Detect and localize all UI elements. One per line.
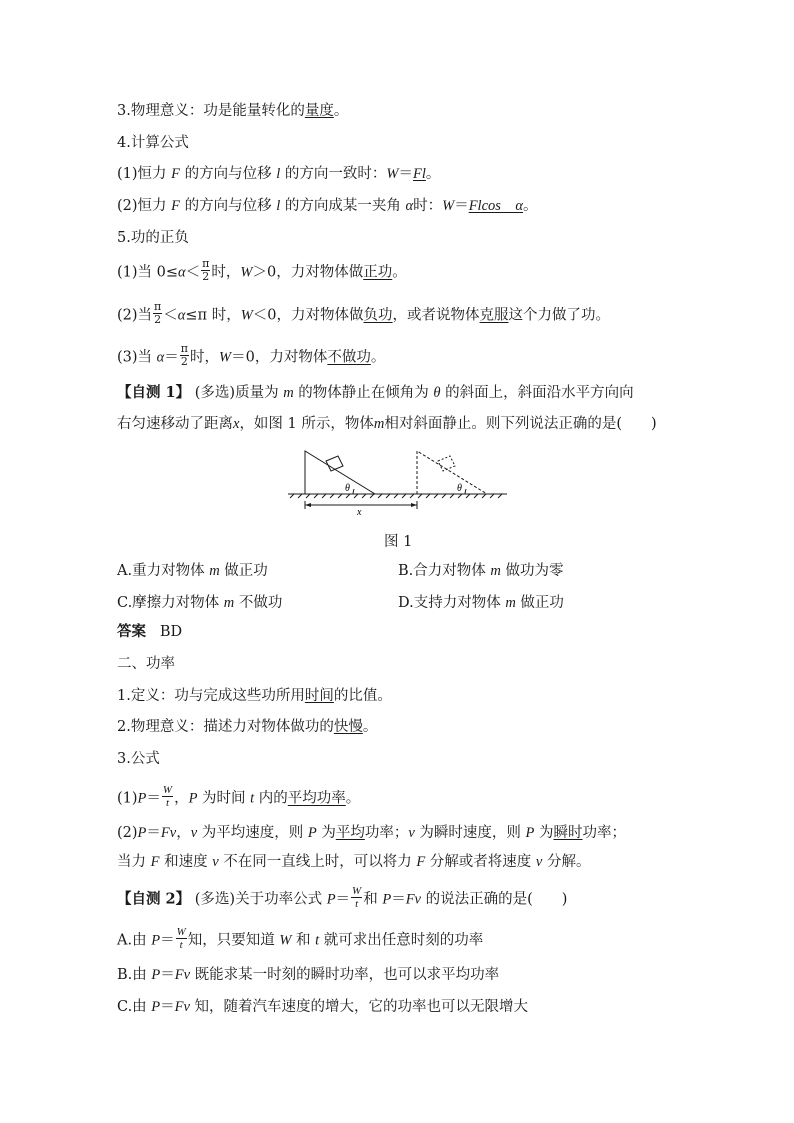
- text: 既能求某一时刻的瞬时功率，也可以求平均功率: [190, 967, 500, 983]
- text: ，或者说物体: [392, 307, 480, 324]
- text: 做功为零: [500, 563, 564, 579]
- symbol: v: [535, 854, 543, 870]
- text: 这个力做了功。: [508, 307, 611, 324]
- text: A.重力对物体: [117, 563, 210, 579]
- text: 时：: [413, 198, 443, 214]
- text: 。: [425, 166, 441, 182]
- symbol: m: [373, 416, 385, 432]
- symbol: Fv: [405, 891, 421, 908]
- text: ＝: [398, 166, 413, 182]
- symbol: v: [408, 825, 415, 841]
- text: ＝: [146, 825, 161, 841]
- symbol: m: [223, 595, 235, 611]
- figure-caption: 图 1: [384, 534, 413, 550]
- text: D.支持力对物体: [398, 595, 506, 611]
- line-power-formula-2: [117, 823, 626, 843]
- symbol: l: [276, 198, 281, 214]
- symbol: m: [505, 595, 516, 611]
- text: 不在同一直线上时，可以将力: [218, 854, 417, 870]
- question-tag: 【自测 2】: [117, 890, 191, 908]
- text: ＜: [163, 307, 178, 324]
- symbol: W: [240, 264, 253, 281]
- text: 3.物理意义：功是能量转化的: [117, 103, 305, 119]
- line-meaning: [117, 101, 348, 121]
- text: 分解。: [542, 854, 591, 870]
- symbol: P: [137, 790, 147, 807]
- text: (1)恒力: [117, 166, 172, 182]
- symbol: P: [307, 825, 317, 841]
- text: ＝: [160, 999, 175, 1015]
- numerator: π: [180, 342, 189, 355]
- symbol: Fv: [174, 999, 190, 1015]
- text: (3)当: [117, 349, 157, 366]
- text: 和: [291, 932, 316, 949]
- incline-figure: [285, 447, 510, 517]
- symbol: W: [240, 307, 253, 324]
- symbol: α: [178, 264, 186, 281]
- text: (多选)关于功率公式: [190, 891, 327, 908]
- text: 和: [363, 891, 383, 908]
- option-2b[interactable]: [117, 965, 499, 985]
- option-a[interactable]: [117, 559, 268, 580]
- line-power-formula-1: [117, 786, 360, 811]
- text: (多选)质量为: [190, 385, 284, 401]
- text: ＜: [185, 264, 201, 281]
- text: ，: [174, 790, 189, 807]
- option-b[interactable]: [398, 559, 563, 580]
- text: C.由: [117, 999, 152, 1015]
- text: 知，随着汽车速度的增大，它的功率也可以无限增大: [189, 999, 529, 1015]
- symbol: α: [177, 307, 186, 324]
- symbol: F: [150, 854, 160, 870]
- line-power-formula-3: [117, 852, 590, 872]
- text: 做正功: [515, 595, 564, 611]
- heading-formula: 4.计算公式: [117, 135, 189, 151]
- text: 时，: [211, 264, 241, 281]
- text: 的物体静止在倾角为: [293, 385, 434, 401]
- symbol: P: [151, 999, 161, 1015]
- text: 内的: [254, 790, 288, 807]
- symbol: W: [279, 932, 292, 949]
- heading-power-formula: 3.公式: [117, 751, 160, 767]
- option-2c[interactable]: [117, 997, 528, 1017]
- heading-sign: 5.功的正负: [117, 230, 189, 246]
- denominator: 2: [154, 313, 162, 326]
- text: 。: [345, 790, 361, 807]
- answer-value: BD: [159, 624, 183, 640]
- text: 。: [392, 264, 407, 281]
- line-sign-1: [117, 257, 407, 285]
- underlined-term: 负功: [363, 307, 393, 324]
- option-c[interactable]: [117, 591, 282, 612]
- fraction: [201, 258, 210, 283]
- line-formula-2: [117, 196, 538, 216]
- question-tag: 【自测 1】: [117, 384, 191, 401]
- question-1-line-1: [117, 383, 634, 403]
- symbol: x: [233, 416, 240, 432]
- underlined-term: 不做功: [327, 349, 371, 366]
- denominator: 2: [202, 270, 210, 283]
- option-2a[interactable]: [117, 928, 483, 953]
- text: 就可求出任意时刻的功率: [319, 932, 484, 949]
- fraction: [162, 784, 173, 809]
- text: 右匀速移动了距离: [117, 416, 233, 432]
- text: 。: [333, 103, 349, 119]
- text: 为: [316, 825, 336, 841]
- symbol: W: [386, 166, 399, 182]
- symbol: α: [156, 349, 165, 366]
- underlined-term: 平均: [335, 825, 365, 841]
- question-1-line-2: [117, 414, 657, 434]
- text: 为平均速度，则: [197, 825, 308, 841]
- fraction: [176, 926, 187, 951]
- x-label: x: [357, 507, 362, 517]
- text: ＝: [160, 932, 175, 949]
- denominator: t: [355, 898, 359, 910]
- text: 的方向与位移: [180, 166, 277, 182]
- text: 知，只要知道: [187, 932, 280, 949]
- theta-label: θ: [345, 483, 350, 494]
- underlined-term: Fl: [412, 166, 426, 182]
- incline-solid: [305, 451, 375, 494]
- text: (2): [117, 825, 138, 841]
- symbol: F: [171, 198, 181, 214]
- symbol: P: [382, 891, 392, 908]
- theta-label: θ: [457, 483, 462, 494]
- text: 做正功: [219, 563, 268, 579]
- underlined-term: 快慢: [333, 719, 363, 735]
- arrowhead-right: [411, 503, 417, 507]
- text: 。: [370, 349, 386, 366]
- line-sign-2: [117, 300, 611, 328]
- symbol: t: [250, 790, 255, 807]
- denominator: 2: [180, 355, 188, 368]
- symbol: W: [442, 198, 455, 214]
- text: 和速度: [159, 854, 213, 870]
- symbol: m: [490, 563, 501, 579]
- text: 的方向一致时：: [280, 166, 387, 182]
- text: ＝: [164, 349, 179, 366]
- fraction: [180, 343, 189, 368]
- text: 当力: [117, 854, 151, 870]
- option-d[interactable]: [398, 591, 564, 612]
- text: ＝: [454, 198, 469, 214]
- text: 时，: [190, 349, 220, 366]
- text: 不做功: [234, 595, 283, 611]
- denominator: t: [179, 939, 183, 951]
- text: C.摩擦力对物体: [117, 595, 224, 611]
- symbol: Fv: [160, 825, 177, 841]
- arrowhead-left: [305, 503, 311, 507]
- underlined-term: 时间: [304, 688, 334, 704]
- symbol: α: [405, 198, 414, 214]
- numerator: π: [202, 257, 210, 270]
- text: 的说法正确的是( ): [420, 891, 568, 908]
- symbol: F: [171, 166, 181, 182]
- text: ＝: [391, 891, 406, 908]
- text: 。: [523, 198, 538, 214]
- symbol: v: [212, 854, 219, 870]
- underlined-term: Flcos α: [468, 198, 524, 214]
- text: 。: [362, 719, 378, 735]
- text: ≤π 时，: [185, 307, 241, 324]
- denominator: t: [165, 797, 170, 809]
- answer-label: 答案: [117, 623, 146, 640]
- symbol: P: [188, 790, 198, 807]
- answer-line: [117, 622, 182, 642]
- symbol: P: [326, 891, 336, 908]
- symbol: m: [209, 563, 220, 579]
- text: 分解或者将速度: [425, 854, 536, 870]
- text: B.由: [117, 967, 152, 983]
- text: 为瞬时速度，则: [414, 825, 526, 841]
- underlined-term: 量度: [304, 103, 334, 119]
- text: 的斜面上，斜面沿水平方向向: [440, 385, 634, 401]
- text: ＞0，力对物体做: [252, 264, 364, 281]
- text: 为: [534, 825, 554, 841]
- text: 相对斜面静止。则下列说法正确的是( ): [384, 416, 657, 432]
- symbol: v: [190, 825, 198, 841]
- angle-arc: [353, 489, 354, 494]
- text: ，: [176, 825, 191, 841]
- text: (2)恒力: [117, 198, 172, 214]
- text: ＝: [146, 790, 161, 807]
- symbol: l: [276, 166, 281, 182]
- text: 2.物理意义：描述力对物体做功的: [117, 719, 334, 735]
- text: 的方向与位移: [180, 198, 277, 214]
- symbol: F: [416, 854, 426, 870]
- line-physical-meaning: [117, 717, 377, 737]
- text: ＝0，力对物体: [231, 349, 328, 366]
- fraction: [153, 301, 162, 326]
- text: (1)当 0≤: [117, 264, 179, 281]
- symbol: t: [315, 932, 320, 949]
- incline-dashed: [417, 451, 487, 494]
- numerator: W: [352, 885, 362, 897]
- text: 为时间: [197, 790, 251, 807]
- text: ＝: [160, 967, 175, 983]
- symbol: m: [283, 385, 294, 401]
- text: 的方向成某一夹角: [280, 198, 406, 214]
- underlined-term: 瞬时: [553, 825, 583, 841]
- underlined-term: 平均功率: [287, 790, 346, 807]
- text: (1): [117, 790, 138, 807]
- text: (2)当: [117, 307, 153, 324]
- underlined-term: 克服: [479, 307, 509, 324]
- symbol: P: [137, 825, 147, 841]
- line-definition: [117, 686, 392, 706]
- text: 的比值。: [333, 688, 392, 704]
- ground-hatch: [290, 494, 502, 498]
- symbol: P: [151, 932, 161, 949]
- symbol: Fv: [174, 967, 191, 983]
- text: 功率；: [364, 825, 409, 841]
- text: ＝: [335, 891, 351, 908]
- text: 1.定义：功与完成这些功所用: [117, 688, 305, 704]
- numerator: W: [176, 926, 186, 938]
- symbol: W: [219, 349, 232, 366]
- section-heading-power: 二、功率: [117, 656, 175, 672]
- text: B.合力对物体: [398, 563, 491, 579]
- underlined-term: 正功: [363, 264, 393, 281]
- numerator: π: [154, 300, 162, 313]
- angle-arc-2: [465, 489, 466, 494]
- text: ＜0，力对物体做: [252, 307, 364, 324]
- question-2: [117, 887, 567, 912]
- text: ，如图 1 所示，物体: [239, 416, 374, 432]
- symbol: P: [151, 967, 161, 983]
- text: A.由: [117, 932, 152, 949]
- fraction: [351, 885, 362, 910]
- symbol: θ: [433, 385, 441, 401]
- line-formula-1: [117, 164, 440, 184]
- symbol: P: [525, 825, 535, 841]
- text: 功率；: [582, 825, 626, 841]
- line-sign-3: [117, 342, 386, 370]
- numerator: W: [162, 784, 173, 796]
